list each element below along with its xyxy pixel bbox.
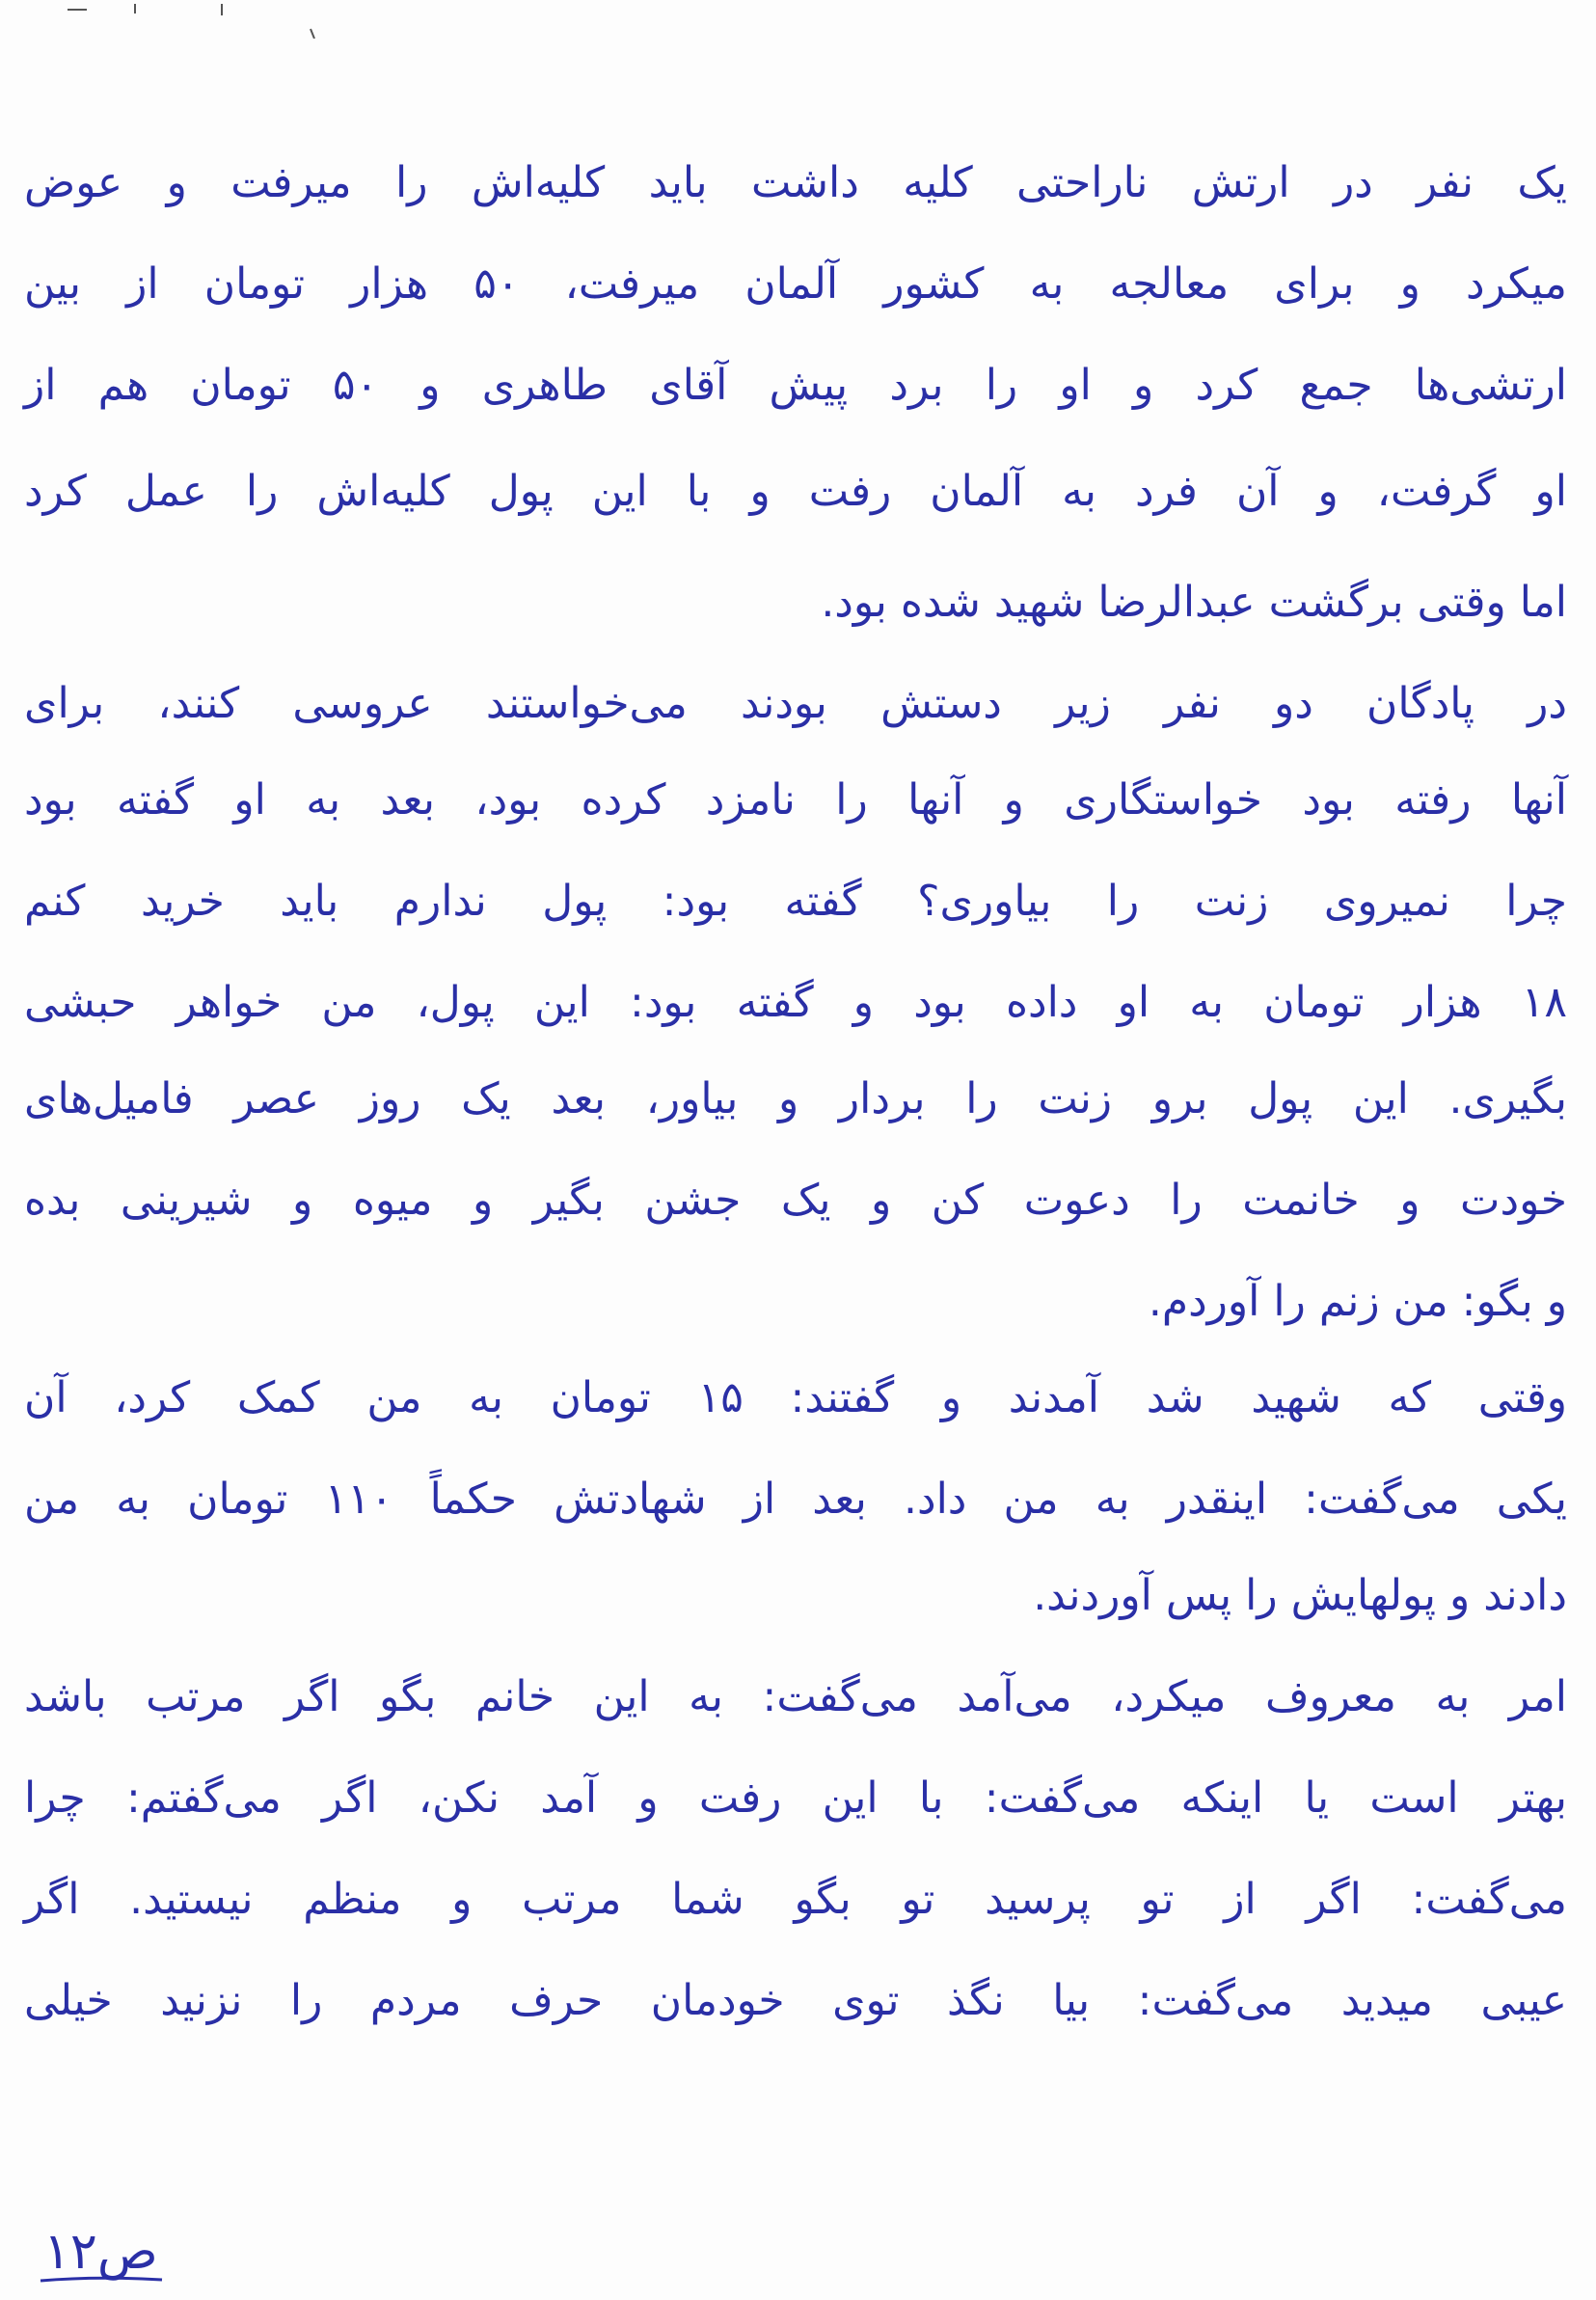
top-edge-marks xyxy=(58,0,347,39)
text-line-13: وقتی که شهید شد آمدند و گفتند: ۱۵ تومان به من کمک کرد، آن xyxy=(24,1373,1567,1422)
text-line-9: ۱۸ هزار تومان به او داده بود و گفته بود: این پول، من خواهر حبشی xyxy=(24,978,1567,1027)
text-line-11: خودت و خانمت را دعوت کن و یک جشن بگیر و میوه و شیرینی بده xyxy=(24,1176,1567,1225)
text-line-7: آنها رفته بود خواستگاری و آنها را نامزد کرده بود، بعد به او گفته بود xyxy=(24,775,1567,825)
text-line-17: بهتر است یا اینکه می‌گفت: با این رفت و آمد نکن، اگر می‌گفتم: چرا xyxy=(24,1773,1567,1823)
text-line-12: و بگو: من زنم را آوردم. xyxy=(1148,1277,1567,1326)
page-number: ص۱۲ xyxy=(43,2223,158,2281)
text-line-15: دادند و پولهایش را پس آوردند. xyxy=(1033,1571,1567,1620)
text-line-16: امر به معروف میکرد، می‌آمد می‌گفت: به این خانم بگو اگر مرتب باشد xyxy=(24,1672,1567,1721)
text-line-19: عیبی میدید می‌گفت: بیا نگذ توی خودمان حرف مردم را نزنید خیلی xyxy=(24,1976,1567,2025)
text-line-4: او گرفت، و آن فرد به آلمان رفت و با این پول کلیه‌اش را عمل کرد xyxy=(24,467,1567,516)
page-number-underline xyxy=(39,2276,164,2284)
text-line-14: یکی می‌گفت: اینقدر به من داد. بعد از شهادتش حکماً ۱۱۰ تومان به من xyxy=(24,1475,1568,1524)
text-line-8: چرا نمیروی زنت را بیاوری؟ گفته بود: پول ندارم باید خرید کنم xyxy=(24,877,1567,926)
text-line-18: می‌گفت: اگر از تو پرسید تو بگو شما مرتب و منظم نیستید. اگر xyxy=(24,1875,1567,1924)
text-line-6: در پادگان دو نفر زیر دستش بودند می‌خواستند عروسی کنند، برای xyxy=(24,679,1567,728)
text-line-10: بگیری. این پول برو زنت را بردار و بیاور، بعد یک روز عصر فامیل‌های xyxy=(24,1074,1567,1123)
text-line-3: ارتشی‌ها جمع کرد و او را برد پیش آقای طاهری و ۵۰ تومان هم از xyxy=(24,361,1567,410)
text-line-2: میکرد و برای معالجه به کشور آلمان میرفت، ۵۰ هزار تومان از بین xyxy=(24,259,1567,309)
text-line-5: اما وقتی برگشت عبدالرضا شهید شده بود. xyxy=(821,578,1567,627)
text-line-1: یک نفر در ارتش ناراحتی کلیه داشت باید کلیه‌اش را میرفت و عوض xyxy=(24,158,1567,207)
